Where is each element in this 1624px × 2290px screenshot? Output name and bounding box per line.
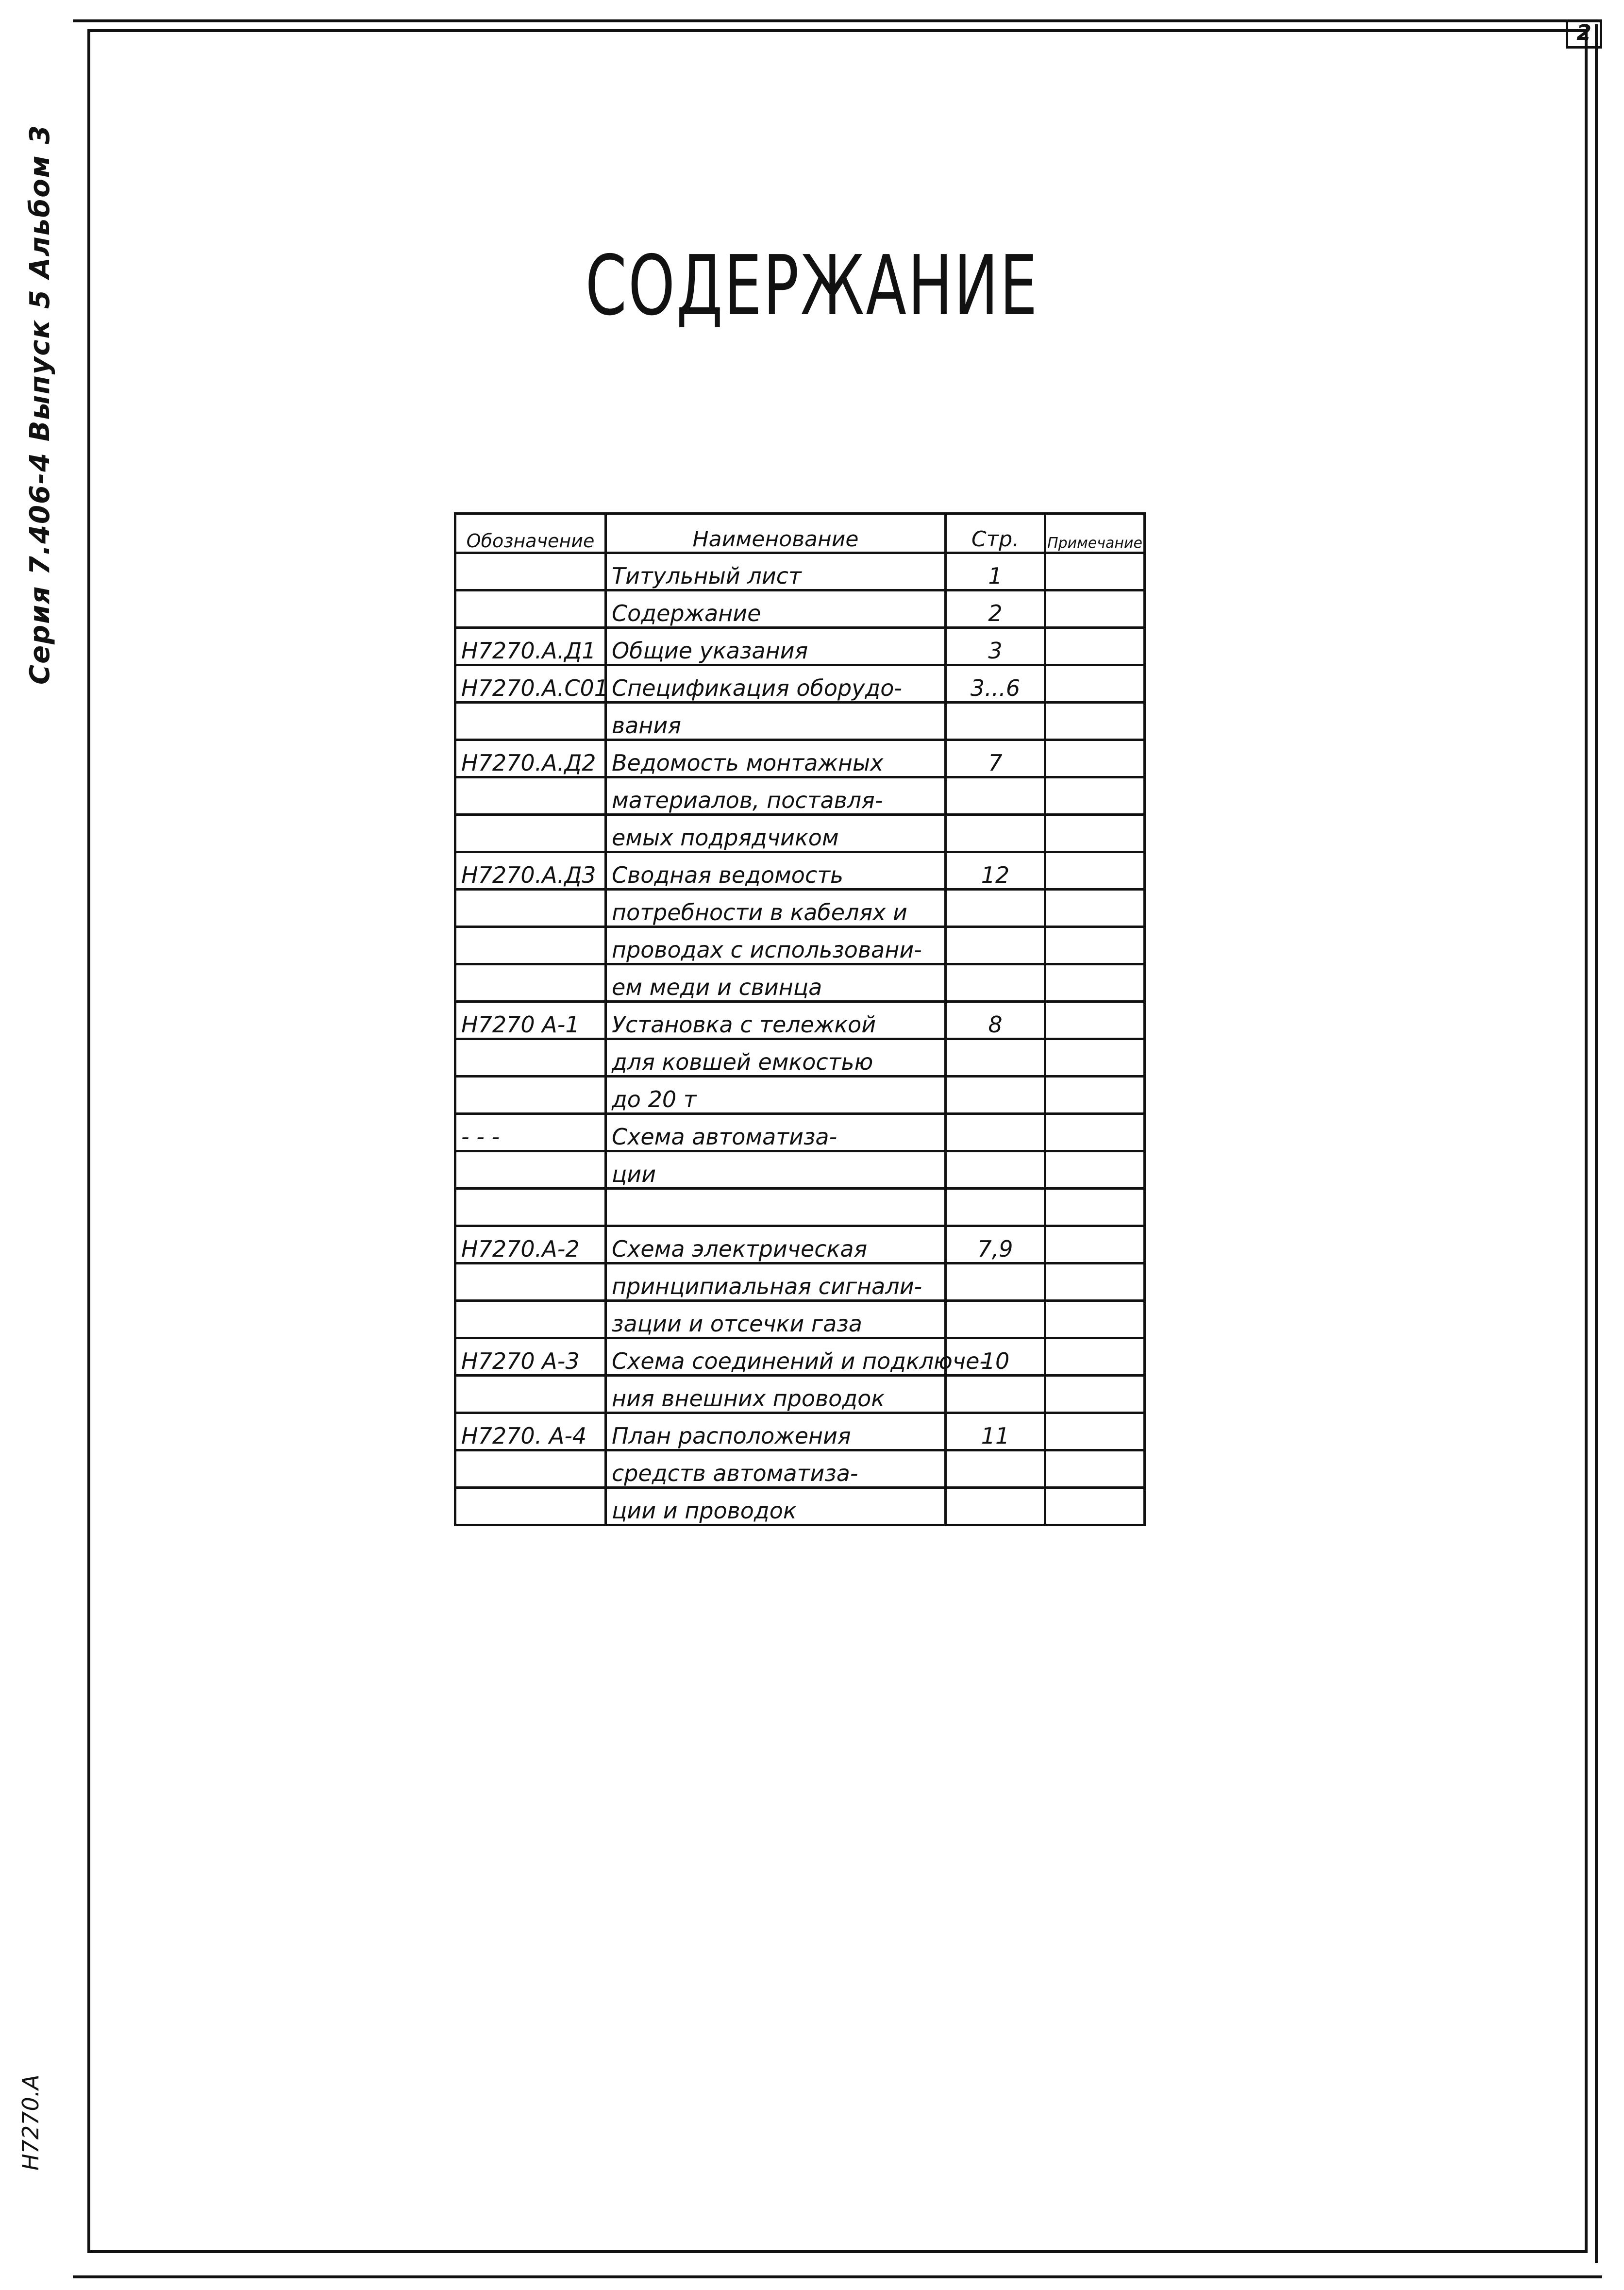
cell-page [946,1039,1045,1077]
page-title: СОДЕРЖАНИЕ [585,238,1039,334]
cell-designation [455,777,606,815]
cell-name [606,1189,946,1226]
cell-note [1045,1151,1145,1189]
table-row [455,1376,1145,1413]
side-series-label: Серия 7.406-4 Выпуск 5 Альбом 3 [24,124,56,685]
cell-page [946,1114,1045,1151]
table-row [455,590,1145,628]
cell-page [946,1151,1045,1189]
header-designation: Обозначение [455,514,606,553]
cell-page [946,1301,1045,1338]
cell-name: ции и проводок [606,1488,946,1525]
cell-designation [455,964,606,1002]
cell-note [1045,1450,1145,1488]
cell-page: 7,9 [946,1226,1045,1263]
cell-note [1045,740,1145,777]
cell-note [1045,1263,1145,1301]
cell-name: емых подрядчиком [606,815,946,852]
cell-page [946,1376,1045,1413]
cell-designation: Н7270 А-3 [455,1338,606,1376]
cell-note [1045,815,1145,852]
table-row [455,628,1145,665]
cell-name: Содержание [606,590,946,628]
frame-right-rule [1595,24,1598,2263]
cell-name: Титульный лист [606,553,946,590]
table-row [455,1189,1145,1226]
page-number: 2 [1566,19,1602,49]
cell-note [1045,1488,1145,1525]
table-row [455,740,1145,777]
cell-designation [455,1077,606,1114]
cell-page [946,1263,1045,1301]
cell-name: План расположения [606,1413,946,1450]
cell-note [1045,665,1145,703]
cell-note [1045,553,1145,590]
cell-name: ции [606,1151,946,1189]
cell-designation: Н7270.А.Д2 [455,740,606,777]
cell-page [946,1189,1045,1226]
table-row [455,1301,1145,1338]
table-row [455,1114,1145,1151]
cell-page: 8 [946,1002,1045,1039]
table-header-row [455,514,1145,553]
cell-page: 2 [946,590,1045,628]
table-row [455,1413,1145,1450]
cell-designation [455,703,606,740]
cell-page: 1 [946,553,1045,590]
cell-designation [455,1263,606,1301]
table-row [455,1039,1145,1077]
table-row [455,1263,1145,1301]
cell-designation [455,815,606,852]
table-body [455,553,1145,1525]
cell-page [946,703,1045,740]
cell-note [1045,927,1145,964]
table-row [455,1338,1145,1376]
table-row [455,703,1145,740]
header-note: Примечание [1045,514,1145,553]
cell-name: материалов, поставля- [606,777,946,815]
cell-note [1045,1376,1145,1413]
cell-designation [455,553,606,590]
cell-designation: Н7270.А.С01 [455,665,606,703]
cell-page [946,1450,1045,1488]
cell-note [1045,1301,1145,1338]
cell-designation: - - - [455,1114,606,1151]
cell-name: средств автоматиза- [606,1450,946,1488]
cell-page [946,964,1045,1002]
table-row [455,1226,1145,1263]
cell-designation [455,1151,606,1189]
contents-table [454,512,1146,1526]
cell-page [946,890,1045,927]
cell-designation [455,1450,606,1488]
cell-name: потребности в кабелях и [606,890,946,927]
table-row [455,890,1145,927]
cell-name: для ковшей емкостью [606,1039,946,1077]
cell-designation [455,1488,606,1525]
cell-page: 10 [946,1338,1045,1376]
cell-page [946,1488,1045,1525]
cell-designation [455,1189,606,1226]
table-row [455,1450,1145,1488]
cell-name: принципиальная сигнали- [606,1263,946,1301]
cell-designation: Н7270.А.Д3 [455,852,606,890]
cell-page [946,815,1045,852]
cell-note [1045,590,1145,628]
cell-name: Установка с тележкой [606,1002,946,1039]
cell-name: зации и отсечки газа [606,1301,946,1338]
cell-name: Схема соединений и подключе- [606,1338,946,1376]
cell-page: 11 [946,1413,1045,1450]
cell-page [946,777,1045,815]
cell-note [1045,1226,1145,1263]
cell-name: Схема электрическая [606,1226,946,1263]
cell-page: 7 [946,740,1045,777]
cell-page [946,1077,1045,1114]
cell-note [1045,1413,1145,1450]
cell-designation [455,927,606,964]
table-row [455,777,1145,815]
cell-designation [455,1039,606,1077]
cell-note [1045,1189,1145,1226]
cell-page [946,927,1045,964]
cell-note [1045,1114,1145,1151]
cell-designation [455,1301,606,1338]
cell-note [1045,1077,1145,1114]
cell-page: 12 [946,852,1045,890]
cell-designation [455,890,606,927]
table-row [455,665,1145,703]
cell-name: проводах с использовани- [606,927,946,964]
cell-name: до 20 т [606,1077,946,1114]
cell-page: 3 [946,628,1045,665]
table-row [455,852,1145,890]
cell-name: Спецификация оборудо- [606,665,946,703]
cell-name: вания [606,703,946,740]
cell-name: Общие указания [606,628,946,665]
table-row [455,1077,1145,1114]
cell-designation: Н7270.А.Д1 [455,628,606,665]
cell-page: 3...6 [946,665,1045,703]
header-page: Стр. [946,514,1045,553]
cell-note [1045,777,1145,815]
cell-note [1045,1039,1145,1077]
cell-designation: Н7270.А-2 [455,1226,606,1263]
cell-note [1045,852,1145,890]
cell-note [1045,1338,1145,1376]
table-row [455,815,1145,852]
cell-designation [455,1376,606,1413]
cell-note [1045,964,1145,1002]
cell-designation: Н7270 А-1 [455,1002,606,1039]
header-name: Наименование [606,514,946,553]
cell-name: Ведомость монтажных [606,740,946,777]
cell-designation [455,590,606,628]
table-row [455,964,1145,1002]
cell-note [1045,890,1145,927]
cell-designation: Н7270. А-4 [455,1413,606,1450]
side-document-code: Н7270.А [17,2074,44,2171]
table-row [455,553,1145,590]
cell-name: Сводная ведомость [606,852,946,890]
cell-name: Схема автоматиза- [606,1114,946,1151]
cell-note [1045,703,1145,740]
table-row [455,1488,1145,1525]
cell-note [1045,1002,1145,1039]
table-row [455,927,1145,964]
table-row [455,1151,1145,1189]
cell-note [1045,628,1145,665]
cell-name: ния внешних проводок [606,1376,946,1413]
cell-name: ем меди и свинца [606,964,946,1002]
table-row [455,1002,1145,1039]
